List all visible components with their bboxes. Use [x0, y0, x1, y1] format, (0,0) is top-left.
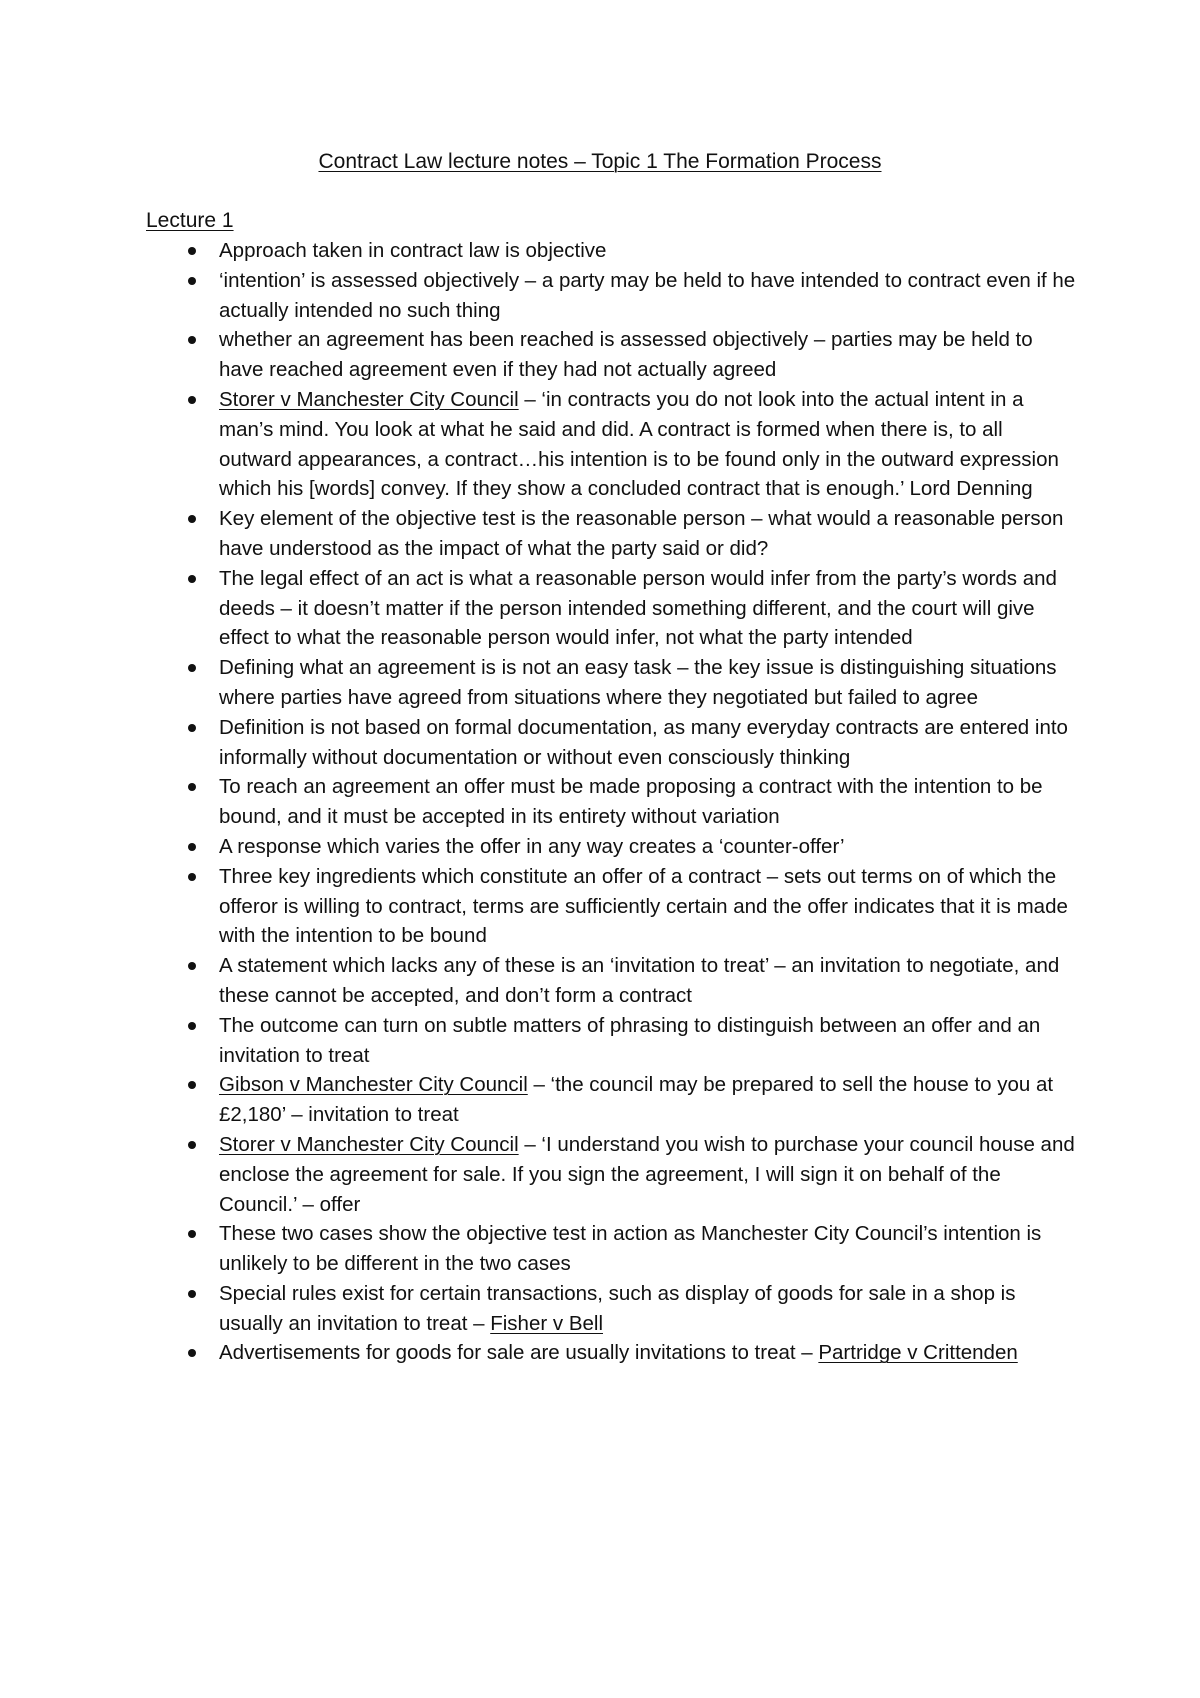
bullet-dot-icon: [188, 247, 196, 255]
document-title: Contract Law lecture notes – Topic 1 The Formation Process: [318, 150, 882, 173]
bullet-item: [146, 325, 1076, 385]
bullet-dot-icon: [188, 1141, 196, 1149]
bullet-text: A response which varies the offer in any way creates a ‘counter-offer’: [219, 834, 845, 858]
bullet-text: ‘intention’ is assessed objectively – a party may be held to have intended to contract even if he actually intended no such thing: [219, 268, 1076, 322]
bullet-item: [146, 1219, 1076, 1279]
bullet-dot-icon: [188, 1349, 196, 1357]
bullet-item: [146, 772, 1076, 832]
bullet-dot-icon: [188, 1290, 196, 1298]
case-citation: Gibson v Manchester City Council: [219, 1073, 528, 1097]
bullet-item: [146, 266, 1076, 326]
bullet-list: [146, 236, 1076, 1368]
bullet-text: The legal effect of an act is what a reasonable person would infer from the party’s words and deeds – it doesn’t matter if the person intended something different, and the court will give effect to what the reasonable person would infer, not what the party intended: [219, 566, 1057, 650]
bullet-item: [146, 713, 1076, 773]
bullet-dot-icon: [188, 843, 196, 851]
bullet-dot-icon: [188, 1081, 196, 1089]
bullet-dot-icon: [188, 724, 196, 732]
bullet-dot-icon: [188, 783, 196, 791]
bullet-text: Key element of the objective test is the reasonable person – what would a reasonable person have understood as the impact of what the party said or did?: [219, 507, 1064, 560]
bullet-text: – ‘the council may be prepared to sell the house to you at £2,180’ – invitation to treat: [219, 1073, 1054, 1127]
bullet-dot-icon: [188, 515, 196, 523]
bullet-text: To reach an agreement an offer must be made proposing a contract with the intention to be bound, and it must be accepted in its entirety without variation: [219, 775, 1043, 829]
bullet-item: [146, 1130, 1076, 1219]
case-citation: Storer v Manchester City Council: [219, 387, 519, 411]
case-citation: Partridge v Crittenden: [818, 1341, 1018, 1365]
bullet-text: Definition is not based on formal documentation, as many everyday contracts are entered into informally without documentation or without even consciously thinking: [219, 715, 1068, 769]
bullet-text: Three key ingredients which constitute an offer of a contract – sets out terms on of which the offeror is willing to contract, terms are sufficiently certain and the offer indicates that it is made with the intention to be bound: [219, 864, 1068, 948]
bullet-dot-icon: [188, 277, 196, 285]
section-heading: Lecture 1: [146, 209, 234, 232]
bullet-dot-icon: [188, 575, 196, 583]
bullet-dot-icon: [188, 1022, 196, 1030]
bullet-item: [146, 1070, 1076, 1130]
bullet-dot-icon: [188, 396, 196, 404]
bullet-text: Defining what an agreement is is not an easy task – the key issue is distinguishing situations where parties have agreed from situations where they negotiated but failed to agree: [219, 656, 1057, 709]
bullet-dot-icon: [188, 1230, 196, 1238]
bullet-text: The outcome can turn on subtle matters of phrasing to distinguish between an offer and an invitation to treat: [219, 1013, 1041, 1067]
bullet-item: [146, 832, 1076, 862]
bullet-dot-icon: [188, 873, 196, 881]
bullet-item: [146, 862, 1076, 951]
bullet-item: [146, 653, 1076, 713]
bullet-item: [146, 504, 1076, 564]
bullet-text: – ‘I understand you wish to purchase your council house and enclose the agreement for sale. If you sign the agreement, I will sign it on behalf of the Council.’ – offer: [219, 1132, 1075, 1216]
bullet-dot-icon: [188, 962, 196, 970]
bullet-text: Approach taken in contract law is objective: [219, 239, 607, 262]
bullet-text: – ‘in contracts you do not look into the actual intent in a man’s mind. You look at what he said and did. A contract is formed when there is, to all outward appearances, a contract…his intention is to be found only in the outward expression which his [words] convey. If they show a concluded contract that is enough.’ Lord Denning: [219, 387, 1059, 501]
bullet-item: [146, 951, 1076, 1011]
bullet-item: [146, 236, 1076, 266]
bullet-item: [146, 385, 1076, 504]
bullet-item: [146, 1338, 1076, 1368]
bullet-item: [146, 564, 1076, 653]
bullet-text: Advertisements for goods for sale are usually invitations to treat –: [219, 1341, 819, 1365]
bullet-text: Special rules exist for certain transactions, such as display of goods for sale in a shop is usually an invitation to treat –: [219, 1281, 1016, 1335]
bullet-text: whether an agreement has been reached is assessed objectively – parties may be held to have reached agreement even if they had not actually agreed: [219, 328, 1033, 382]
bullet-text: These two cases show the objective test in action as Manchester City Council’s intention is unlikely to be different in the two cases: [219, 1222, 1042, 1276]
bullet-item: [146, 1011, 1076, 1071]
case-citation: Fisher v Bell: [490, 1311, 603, 1335]
bullet-dot-icon: [188, 336, 196, 344]
bullet-item: [146, 1279, 1076, 1339]
bullet-dot-icon: [188, 664, 196, 672]
bullet-text: A statement which lacks any of these is an ‘invitation to treat’ – an invitation to negotiate, and these cannot be accepted, and don’t form a contract: [219, 954, 1060, 1007]
case-citation: Storer v Manchester City Council: [219, 1132, 519, 1156]
